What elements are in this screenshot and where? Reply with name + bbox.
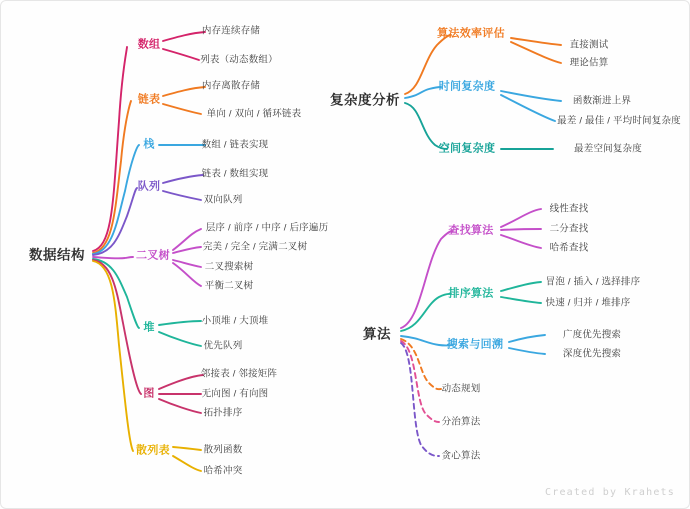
branch-node-graph[interactable]: 图 bbox=[143, 387, 155, 400]
branch-node-dynamic-programming[interactable]: 动态规划 bbox=[441, 383, 481, 395]
leaf-node-binary-tree-3[interactable]: 平衡二叉树 bbox=[204, 280, 254, 292]
branch-node-hash-table[interactable]: 散列表 bbox=[136, 444, 170, 457]
leaf-node-heap-1[interactable]: 优先队列 bbox=[203, 340, 243, 352]
branch-node-binary-tree[interactable]: 二叉树 bbox=[136, 249, 170, 262]
branch-node-heap[interactable]: 堆 bbox=[143, 321, 155, 334]
root-node-complexity-analysis[interactable]: 复杂度分析 bbox=[330, 92, 400, 108]
root-node-data-structure[interactable]: 数据结构 bbox=[29, 247, 85, 263]
leaf-node-binary-tree-1[interactable]: 完美 / 完全 / 完满二叉树 bbox=[202, 241, 308, 253]
leaf-node-linked-list-0[interactable]: 内存离散存储 bbox=[201, 80, 261, 92]
leaf-node-array-0[interactable]: 内存连续存储 bbox=[201, 25, 261, 37]
branch-node-linked-list[interactable]: 链表 bbox=[137, 93, 161, 106]
leaf-node-sorting-1[interactable]: 快速 / 归并 / 堆排序 bbox=[545, 297, 631, 309]
root-node-algorithm[interactable]: 算法 bbox=[363, 326, 391, 342]
leaf-node-sorting-0[interactable]: 冒泡 / 插入 / 选择排序 bbox=[545, 276, 641, 288]
leaf-node-graph-0[interactable]: 邻接表 / 邻接矩阵 bbox=[200, 368, 278, 380]
leaf-node-efficiency-0[interactable]: 直接测试 bbox=[569, 39, 609, 51]
branch-node-search-algorithm[interactable]: 查找算法 bbox=[448, 224, 494, 237]
leaf-node-linked-list-1[interactable]: 单向 / 双向 / 循环链表 bbox=[206, 108, 302, 120]
branch-node-space-complexity[interactable]: 空间复杂度 bbox=[438, 142, 496, 155]
leaf-node-efficiency-1[interactable]: 理论估算 bbox=[569, 57, 609, 69]
mindmap-connectors bbox=[1, 1, 690, 509]
leaf-node-graph-2[interactable]: 拓扑排序 bbox=[203, 407, 243, 419]
leaf-node-binary-tree-0[interactable]: 层序 / 前序 / 中序 / 后序遍历 bbox=[205, 222, 329, 234]
leaf-node-space-complexity-0[interactable]: 最差空间复杂度 bbox=[574, 143, 642, 155]
branch-node-sorting-algorithm[interactable]: 排序算法 bbox=[448, 287, 494, 300]
branch-node-time-complexity[interactable]: 时间复杂度 bbox=[438, 80, 496, 93]
branch-node-greedy[interactable]: 贪心算法 bbox=[441, 450, 481, 462]
leaf-node-queue-1[interactable]: 双向队列 bbox=[203, 194, 243, 206]
leaf-node-graph-1[interactable]: 无向图 / 有向图 bbox=[201, 388, 269, 400]
leaf-node-binary-tree-2[interactable]: 二叉搜索树 bbox=[204, 261, 254, 273]
branch-node-search-backtracking[interactable]: 搜索与回溯 bbox=[446, 338, 504, 351]
branch-node-divide-conquer[interactable]: 分治算法 bbox=[441, 416, 481, 428]
leaf-node-array-1[interactable]: 列表（动态数组） bbox=[200, 54, 278, 66]
leaf-node-heap-0[interactable]: 小顶堆 / 大顶堆 bbox=[201, 315, 269, 327]
leaf-node-search-2[interactable]: 哈希查找 bbox=[549, 242, 589, 254]
leaf-node-stack-0[interactable]: 数组 / 链表实现 bbox=[201, 139, 269, 151]
leaf-node-search-1[interactable]: 二分查找 bbox=[549, 223, 589, 235]
leaf-node-time-complexity-0[interactable]: 函数渐进上界 bbox=[572, 95, 632, 107]
branch-node-efficiency-evaluation[interactable]: 算法效率评估 bbox=[437, 27, 505, 40]
leaf-node-backtracking-1[interactable]: 深度优先搜索 bbox=[562, 348, 622, 360]
branch-node-stack[interactable]: 栈 bbox=[143, 138, 155, 151]
branch-node-array[interactable]: 数组 bbox=[137, 38, 161, 51]
credit-text: Created by Krahets bbox=[545, 487, 675, 498]
leaf-node-search-0[interactable]: 线性查找 bbox=[549, 203, 589, 215]
leaf-node-hash-table-1[interactable]: 哈希冲突 bbox=[203, 465, 243, 477]
leaf-node-backtracking-0[interactable]: 广度优先搜索 bbox=[562, 329, 622, 341]
leaf-node-hash-table-0[interactable]: 散列函数 bbox=[203, 444, 243, 456]
leaf-node-queue-0[interactable]: 链表 / 数组实现 bbox=[201, 168, 269, 180]
branch-node-queue[interactable]: 队列 bbox=[137, 180, 161, 193]
leaf-node-time-complexity-1[interactable]: 最差 / 最佳 / 平均时间复杂度 bbox=[557, 115, 681, 127]
